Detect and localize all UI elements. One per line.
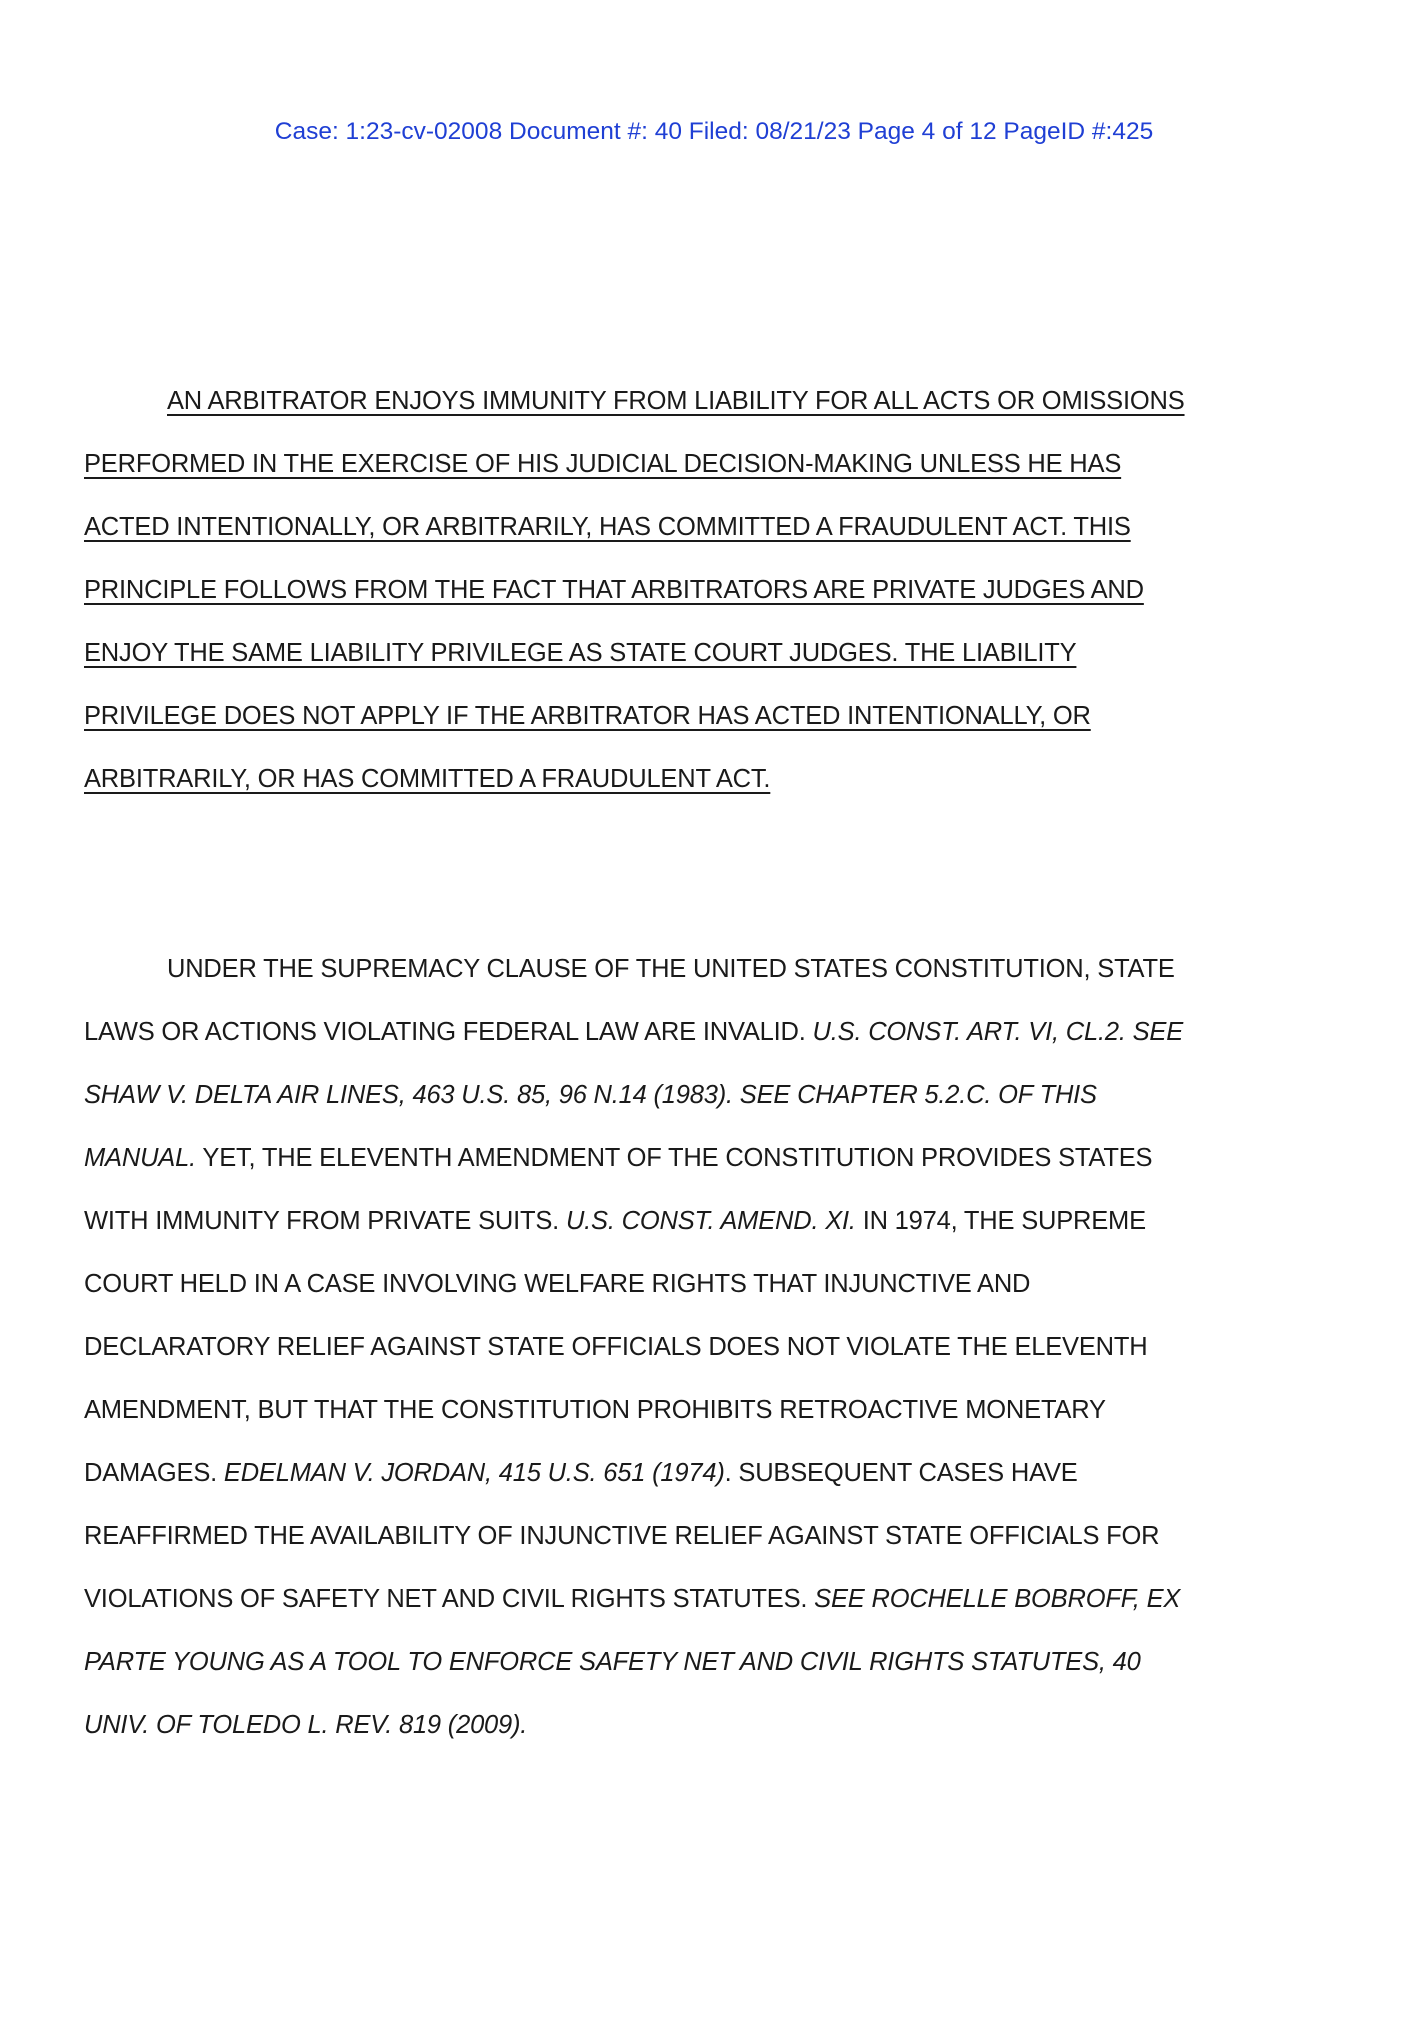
paragraph-line: COURT HELD IN A CASE INVOLVING WELFARE RIGHTS THAT INJUNCTIVE AND (84, 1270, 1031, 1298)
paragraph-line: MANUAL. YET, THE ELEVENTH AMENDMENT OF THE CONSTITUTION PROVIDES STATES (84, 1144, 1153, 1172)
paragraph-line: UNDER THE SUPREMACY CLAUSE OF THE UNITED STATES CONSTITUTION, STATE (167, 955, 1175, 983)
paragraph-line: PRIVILEGE DOES NOT APPLY IF THE ARBITRATOR HAS ACTED INTENTIONALLY, OR (84, 702, 1091, 730)
citation: EDELMAN V. JORDAN, 415 U.S. 651 (1974) (223, 1459, 725, 1487)
citation: SHAW V. DELTA AIR LINES, 463 U.S. 85, 96 N.14 (1983). SEE CHAPTER 5.2.C. OF THIS (84, 1081, 1097, 1109)
citation: MANUAL. (84, 1144, 196, 1172)
paragraph-line: LAWS OR ACTIONS VIOLATING FEDERAL LAW ARE INVALID. U.S. CONST. ART. VI, CL.2. SEE (84, 1018, 1184, 1046)
citation: U.S. CONST. ART. VI, CL.2. SEE (812, 1018, 1184, 1046)
paragraph-supremacy-clause (84, 938, 1183, 1757)
paragraph-line: DAMAGES. EDELMAN V. JORDAN, 415 U.S. 651 (1974). SUBSEQUENT CASES HAVE (84, 1459, 1078, 1487)
paragraph-line: PRINCIPLE FOLLOWS FROM THE FACT THAT ARBITRATORS ARE PRIVATE JUDGES AND (84, 576, 1144, 604)
paragraph-line (84, 1064, 1183, 1127)
paragraph-arbitrator-immunity (84, 370, 1185, 811)
case-header: Case: 1:23-cv-02008 Document #: 40 Filed: 08/21/23 Page 4 of 12 PageID #:425 (274, 118, 1154, 145)
citation: UNIV. OF TOLEDO L. REV. 819 (2009). (84, 1711, 528, 1739)
paragraph-line: ARBITRARILY, OR HAS COMMITTED A FRAUDULENT ACT. (84, 765, 771, 793)
citation: SEE ROCHELLE BOBROFF, EX (814, 1585, 1181, 1613)
paragraph-line (84, 1631, 1183, 1694)
paragraph-line: VIOLATIONS OF SAFETY NET AND CIVIL RIGHTS STATUTES. SEE ROCHELLE BOBROFF, EX (84, 1585, 1181, 1613)
paragraph-line: REAFFIRMED THE AVAILABILITY OF INJUNCTIVE RELIEF AGAINST STATE OFFICIALS FOR (84, 1522, 1160, 1550)
paragraph-line: WITH IMMUNITY FROM PRIVATE SUITS. U.S. CONST. AMEND. XI. IN 1974, THE SUPREME (84, 1207, 1146, 1235)
paragraph-line: ENJOY THE SAME LIABILITY PRIVILEGE AS STATE COURT JUDGES. THE LIABILITY (84, 639, 1077, 667)
citation: PARTE YOUNG AS A TOOL TO ENFORCE SAFETY NET AND CIVIL RIGHTS STATUTES, 40 (84, 1648, 1141, 1676)
paragraph-line: PERFORMED IN THE EXERCISE OF HIS JUDICIAL DECISION-MAKING UNLESS HE HAS (84, 450, 1122, 478)
citation: U.S. CONST. AMEND. XI. (565, 1207, 856, 1235)
paragraph-line: AMENDMENT, BUT THAT THE CONSTITUTION PROHIBITS RETROACTIVE MONETARY (84, 1396, 1106, 1424)
paragraph-line: ACTED INTENTIONALLY, OR ARBITRARILY, HAS COMMITTED A FRAUDULENT ACT. THIS (84, 513, 1131, 541)
paragraph-line (84, 1694, 1183, 1757)
paragraph-line: AN ARBITRATOR ENJOYS IMMUNITY FROM LIABILITY FOR ALL ACTS OR OMISSIONS (167, 387, 1185, 415)
paragraph-line: DECLARATORY RELIEF AGAINST STATE OFFICIALS DOES NOT VIOLATE THE ELEVENTH (84, 1333, 1148, 1361)
